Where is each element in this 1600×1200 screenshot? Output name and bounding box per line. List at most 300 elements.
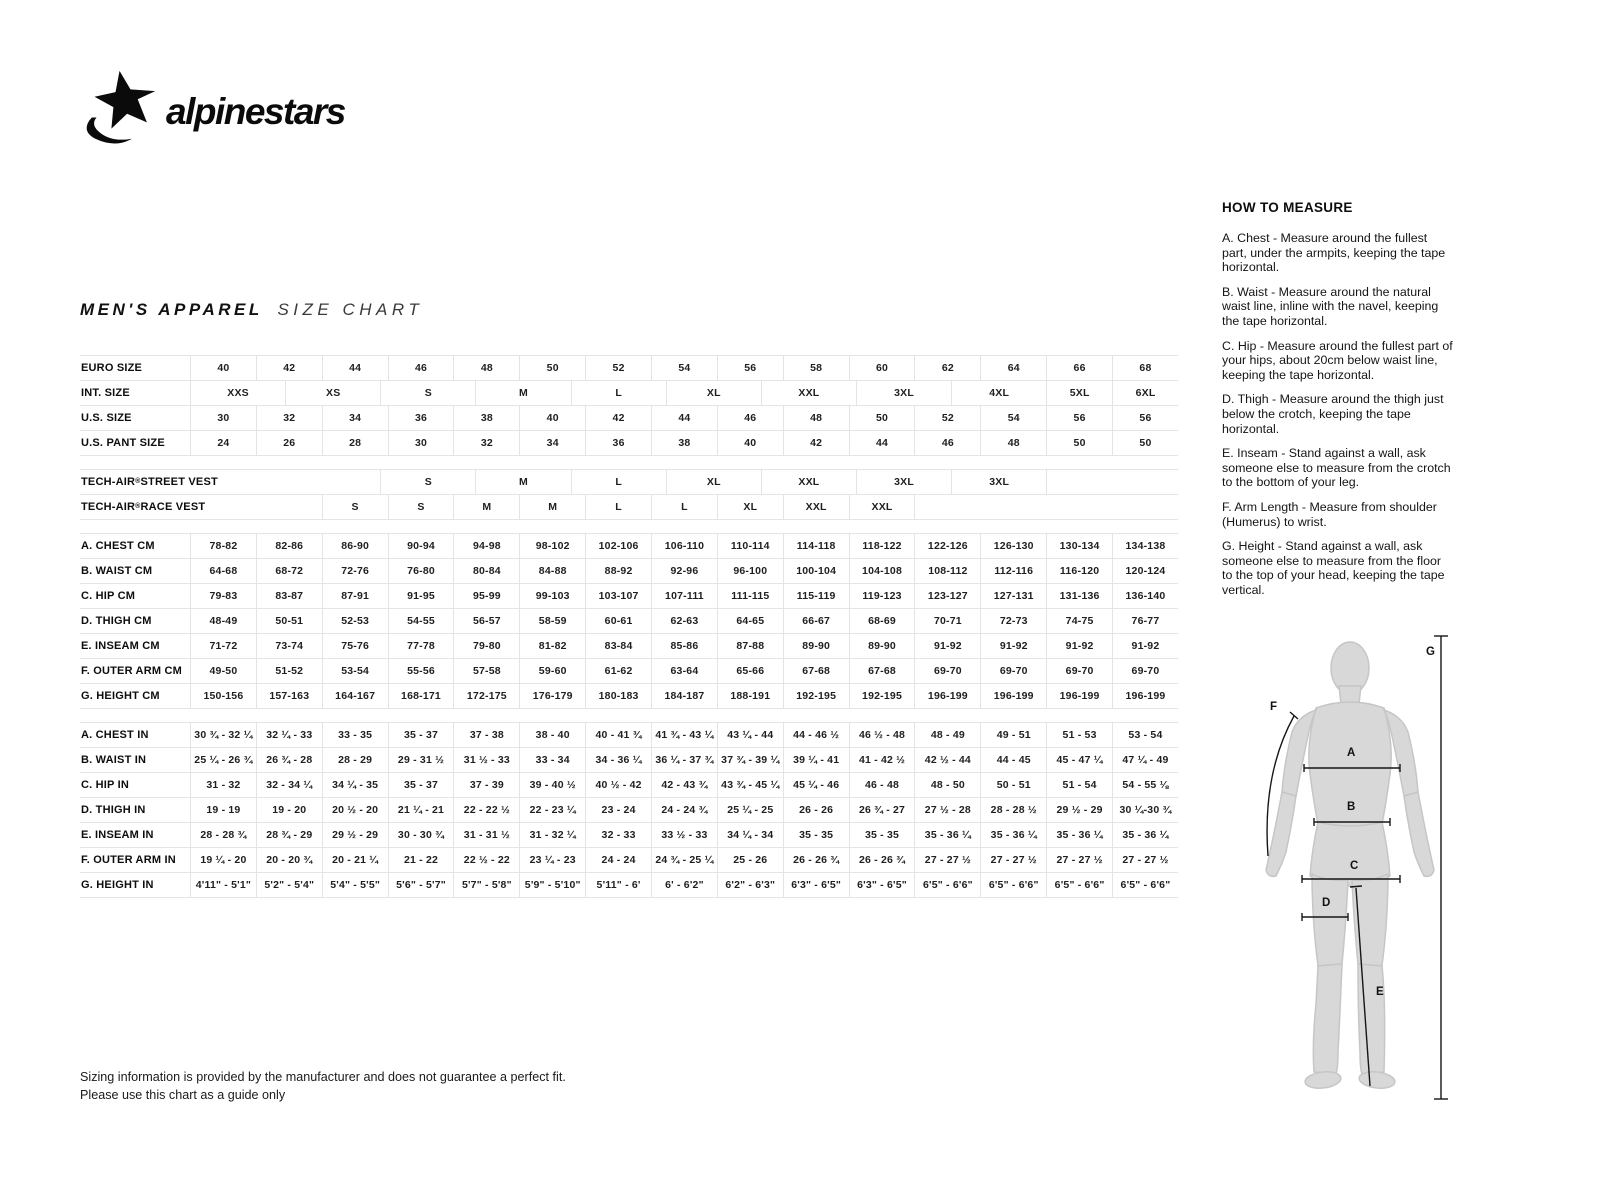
size-cell: 25 ¼ - 26 ¾ xyxy=(190,748,256,772)
size-cell: 40 xyxy=(519,406,585,430)
size-cell: 19 - 19 xyxy=(190,798,256,822)
size-cell: 5'2" - 5'4" xyxy=(256,873,322,897)
size-cell: 64-65 xyxy=(717,609,783,633)
size-cell: 29 - 31 ½ xyxy=(388,748,454,772)
size-cell: 120-124 xyxy=(1112,559,1178,583)
size-cell: 36 xyxy=(388,406,454,430)
size-cell: 76-77 xyxy=(1112,609,1178,633)
size-cell: 35 - 36 ¼ xyxy=(1112,823,1178,847)
size-cell: M xyxy=(475,381,570,405)
size-cell: 46 xyxy=(717,406,783,430)
table-block-tech_air xyxy=(80,469,1178,520)
size-cell: 52-53 xyxy=(322,609,388,633)
size-cell xyxy=(1046,470,1178,494)
row-label: EURO SIZE xyxy=(81,362,143,374)
size-cell: 102-106 xyxy=(585,534,651,558)
size-cell: 168-171 xyxy=(388,684,454,708)
size-cell: 47 ¼ - 49 xyxy=(1112,748,1178,772)
measure-item-arm: F. Arm Length - Measure from shoulder (Humerus) to wrist. xyxy=(1222,499,1437,529)
size-cell: 98-102 xyxy=(519,534,585,558)
size-cell: 79-83 xyxy=(190,584,256,608)
size-cell: 91-92 xyxy=(1112,634,1178,658)
size-cell: 54-55 xyxy=(388,609,454,633)
size-cell: 25 - 26 xyxy=(717,848,783,872)
measure-item-inseam: E. Inseam - Stand against a wall, ask someone else to measure from the crotch to the bottom of your leg. xyxy=(1222,446,1451,490)
size-cell: 54 xyxy=(651,356,717,380)
size-row xyxy=(80,722,1178,748)
size-cell: 48 - 49 xyxy=(914,723,980,747)
measure-item-waist: B. Waist - Measure around the natural waist line, inline with the navel, keeping the tape horizontal. xyxy=(1222,284,1439,328)
size-cell: 3XL xyxy=(951,470,1046,494)
size-cell: 56 xyxy=(1046,406,1112,430)
size-cell: 42 xyxy=(256,356,322,380)
size-cell: 86-90 xyxy=(322,534,388,558)
measure-item-hip: C. Hip - Measure around the fullest part of your hips, about 20cm below waist line, keeping the tape horizontal. xyxy=(1222,338,1453,382)
size-cell: 52 xyxy=(585,356,651,380)
size-row xyxy=(80,773,1178,798)
size-cell: 39 ¼ - 41 xyxy=(783,748,849,772)
size-cell: 54 xyxy=(980,406,1046,430)
size-cell: 35 - 37 xyxy=(388,773,454,797)
size-row xyxy=(80,798,1178,823)
size-cell: 24 ¾ - 25 ¼ xyxy=(651,848,717,872)
size-row xyxy=(80,559,1178,584)
size-cell: 20 - 21 ¼ xyxy=(322,848,388,872)
size-cell: 6'5" - 6'6" xyxy=(1112,873,1178,897)
table-block-sizes xyxy=(80,355,1178,456)
row-label: B. WAIST IN xyxy=(81,754,147,766)
size-cell: 3XL xyxy=(856,470,951,494)
size-cell: 6'3" - 6'5" xyxy=(849,873,915,897)
size-cell: 26 xyxy=(256,431,322,455)
size-row xyxy=(80,381,1178,406)
label-F: F xyxy=(1270,701,1278,713)
size-cell: 4'11" - 5'1" xyxy=(190,873,256,897)
size-cell: 172-175 xyxy=(453,684,519,708)
size-cell: 4XL xyxy=(951,381,1046,405)
row-label: A. CHEST CM xyxy=(81,540,155,552)
size-cell: L xyxy=(571,470,666,494)
size-cell: 5'4" - 5'5" xyxy=(322,873,388,897)
size-cell: 126-130 xyxy=(980,534,1046,558)
size-cell: 176-179 xyxy=(519,684,585,708)
size-row xyxy=(80,406,1178,431)
size-cell: 27 - 27 ½ xyxy=(914,848,980,872)
size-cell: 100-104 xyxy=(783,559,849,583)
size-cell: 5'11" - 6' xyxy=(585,873,651,897)
size-cell: 91-92 xyxy=(914,634,980,658)
size-cell: 26 ¾ - 28 xyxy=(256,748,322,772)
size-cell: 50 xyxy=(1112,431,1178,455)
height-measure-line xyxy=(1434,636,1448,1099)
size-cell: XXL xyxy=(761,381,856,405)
size-cell: 127-131 xyxy=(980,584,1046,608)
size-cell: 180-183 xyxy=(585,684,651,708)
size-cell: 112-116 xyxy=(980,559,1046,583)
size-cell: 122-126 xyxy=(914,534,980,558)
table-block-in xyxy=(80,722,1178,898)
size-cell: 21 - 22 xyxy=(388,848,454,872)
measure-item-chest: A. Chest - Measure around the fullest part, under the armpits, keeping the tape horizontal. xyxy=(1222,231,1446,275)
size-cell: 33 - 35 xyxy=(322,723,388,747)
size-cell: 21 ¼ - 21 xyxy=(388,798,454,822)
size-cell: XXS xyxy=(190,381,285,405)
size-cell: 66 xyxy=(1046,356,1112,380)
size-cell: 56 xyxy=(717,356,783,380)
size-cell: 89-90 xyxy=(783,634,849,658)
size-cell: 114-118 xyxy=(783,534,849,558)
row-label: B. WAIST CM xyxy=(81,565,153,577)
size-row xyxy=(80,431,1178,456)
size-cell: 91-92 xyxy=(1046,634,1112,658)
size-cell: 107-111 xyxy=(651,584,717,608)
size-cell: L xyxy=(651,495,717,519)
size-row xyxy=(80,355,1178,381)
size-cell: 90-94 xyxy=(388,534,454,558)
size-cell: 76-80 xyxy=(388,559,454,583)
size-cell: 34 ¼ - 35 xyxy=(322,773,388,797)
size-cell: 67-68 xyxy=(783,659,849,683)
size-cell: 24 - 24 ¾ xyxy=(651,798,717,822)
size-cell: 5'6" - 5'7" xyxy=(388,873,454,897)
size-cell: 30 xyxy=(190,406,256,430)
size-cell: 68 xyxy=(1112,356,1178,380)
size-cell: 192-195 xyxy=(783,684,849,708)
disclaimer xyxy=(80,1068,566,1104)
size-cell: 35 - 36 ¼ xyxy=(914,823,980,847)
size-cell: 82-86 xyxy=(256,534,322,558)
size-cell: 37 - 39 xyxy=(453,773,519,797)
size-cell: 60 xyxy=(849,356,915,380)
size-cell: 196-199 xyxy=(1046,684,1112,708)
size-cell: 28 xyxy=(322,431,388,455)
size-cell: 150-156 xyxy=(190,684,256,708)
row-label: G. HEIGHT IN xyxy=(81,879,154,891)
size-cell: 110-114 xyxy=(717,534,783,558)
row-label: U.S. PANT SIZE xyxy=(81,437,165,449)
row-label: G. HEIGHT CM xyxy=(81,690,160,702)
size-cell: 45 - 47 ¼ xyxy=(1046,748,1112,772)
size-cell: 20 - 20 ¾ xyxy=(256,848,322,872)
size-cell: 6'3" - 6'5" xyxy=(783,873,849,897)
size-cell: 64-68 xyxy=(190,559,256,583)
size-cell: XXL xyxy=(783,495,849,519)
size-cell: 27 - 27 ½ xyxy=(980,848,1046,872)
size-cell: 5'7" - 5'8" xyxy=(453,873,519,897)
size-row xyxy=(80,609,1178,634)
size-cell: 81-82 xyxy=(519,634,585,658)
size-cell: 61-62 xyxy=(585,659,651,683)
size-cell: 40 xyxy=(717,431,783,455)
size-cell: 31 - 32 xyxy=(190,773,256,797)
size-cell: 55-56 xyxy=(388,659,454,683)
size-cell: 32 - 34 ¼ xyxy=(256,773,322,797)
table-block-cm xyxy=(80,533,1178,709)
size-cell: 34 xyxy=(519,431,585,455)
size-cell: 64 xyxy=(980,356,1046,380)
size-row xyxy=(80,495,1178,520)
size-cell: S xyxy=(322,495,388,519)
size-cell: 54 - 55 ⅛ xyxy=(1112,773,1178,797)
size-cell: 91-95 xyxy=(388,584,454,608)
size-cell: 38 - 40 xyxy=(519,723,585,747)
size-cell: 52 xyxy=(914,406,980,430)
size-cell: 119-123 xyxy=(849,584,915,608)
size-cell: 34 ¼ - 34 xyxy=(717,823,783,847)
size-cell: 53-54 xyxy=(322,659,388,683)
size-cell: 32 ¼ - 33 xyxy=(256,723,322,747)
size-cell: 48 xyxy=(453,356,519,380)
size-cell: S xyxy=(380,381,475,405)
size-cell: 46 xyxy=(914,431,980,455)
size-cell: 106-110 xyxy=(651,534,717,558)
size-cell: 44 xyxy=(651,406,717,430)
row-label: D. THIGH IN xyxy=(81,804,146,816)
label-A: A xyxy=(1347,747,1356,759)
size-row xyxy=(80,533,1178,559)
size-cell: 22 - 23 ¼ xyxy=(519,798,585,822)
size-cell: 30 ¼-30 ¾ xyxy=(1112,798,1178,822)
row-label: D. THIGH CM xyxy=(81,615,152,627)
size-cell: 28 - 28 ¾ xyxy=(190,823,256,847)
size-cell: 111-115 xyxy=(717,584,783,608)
size-cell: 31 - 31 ½ xyxy=(453,823,519,847)
row-label: TECH-AIR ® STREET VEST xyxy=(81,476,218,488)
size-cell: 42 xyxy=(783,431,849,455)
size-cell: 50 - 51 xyxy=(980,773,1046,797)
size-cell: 6'5" - 6'6" xyxy=(980,873,1046,897)
size-cell: 26 - 26 xyxy=(783,798,849,822)
size-cell: 3XL xyxy=(856,381,951,405)
size-cell: 104-108 xyxy=(849,559,915,583)
size-cell: 88-92 xyxy=(585,559,651,583)
row-label: F. OUTER ARM CM xyxy=(81,665,182,677)
label-C: C xyxy=(1350,860,1359,872)
size-cell: 48 xyxy=(980,431,1046,455)
size-cell: 48 - 50 xyxy=(914,773,980,797)
size-cell: 27 - 27 ½ xyxy=(1112,848,1178,872)
size-cell: 68-69 xyxy=(849,609,915,633)
size-cell: 69-70 xyxy=(914,659,980,683)
alpinestars-wordmark: alpinestars xyxy=(166,91,345,132)
size-cell: S xyxy=(380,470,475,494)
size-row xyxy=(80,659,1178,684)
row-label: C. HIP IN xyxy=(81,779,130,791)
size-cell: 53 - 54 xyxy=(1112,723,1178,747)
size-cell: 92-96 xyxy=(651,559,717,583)
size-cell: 56-57 xyxy=(453,609,519,633)
size-cell: 136-140 xyxy=(1112,584,1178,608)
alpinestars-star-icon xyxy=(87,71,155,144)
size-cell: 99-103 xyxy=(519,584,585,608)
size-cell: 69-70 xyxy=(1112,659,1178,683)
size-cell: 35 - 35 xyxy=(849,823,915,847)
size-cell: M xyxy=(475,470,570,494)
how-to-measure-title: HOW TO MEASURE xyxy=(1222,200,1353,215)
size-cell: 36 ¼ - 37 ¾ xyxy=(651,748,717,772)
how-to-measure-panel xyxy=(1222,200,1454,607)
size-cell: 32 - 33 xyxy=(585,823,651,847)
size-cell: 6XL xyxy=(1112,381,1178,405)
label-B: B xyxy=(1347,801,1356,813)
size-cell: 60-61 xyxy=(585,609,651,633)
size-cell: 196-199 xyxy=(914,684,980,708)
page-title xyxy=(80,300,423,320)
size-cell: 41 - 42 ½ xyxy=(849,748,915,772)
size-cell: 56 xyxy=(1112,406,1178,430)
size-cell: 72-73 xyxy=(980,609,1046,633)
label-G: G xyxy=(1426,646,1435,658)
size-cell: 22 ½ - 22 xyxy=(453,848,519,872)
alpinestars-logo xyxy=(78,62,368,155)
size-row xyxy=(80,823,1178,848)
size-cell: 58-59 xyxy=(519,609,585,633)
size-cell: 62 xyxy=(914,356,980,380)
row-label: E. INSEAM CM xyxy=(81,640,160,652)
size-cell: 115-119 xyxy=(783,584,849,608)
size-cell: 103-107 xyxy=(585,584,651,608)
size-cell: XXL xyxy=(849,495,915,519)
size-cell: 44 - 45 xyxy=(980,748,1046,772)
size-cell: 48 xyxy=(783,406,849,430)
size-cell: 22 - 22 ½ xyxy=(453,798,519,822)
label-D: D xyxy=(1322,897,1331,909)
measure-item-thigh: D. Thigh - Measure around the thigh just below the crotch, keeping the tape horizontal. xyxy=(1222,392,1444,436)
size-row xyxy=(80,584,1178,609)
size-cell: 78-82 xyxy=(190,534,256,558)
size-cell: 131-136 xyxy=(1046,584,1112,608)
size-cell: 43 ¾ - 45 ¼ xyxy=(717,773,783,797)
size-cell: 85-86 xyxy=(651,634,717,658)
size-cell: XL xyxy=(666,470,761,494)
size-cell: 84-88 xyxy=(519,559,585,583)
size-cell: 27 - 27 ½ xyxy=(1046,848,1112,872)
size-cell: 72-76 xyxy=(322,559,388,583)
size-cell: 38 xyxy=(651,431,717,455)
size-cell: 51-52 xyxy=(256,659,322,683)
size-cell: 6'2" - 6'3" xyxy=(717,873,783,897)
size-cell: 59-60 xyxy=(519,659,585,683)
size-cell: 51 - 54 xyxy=(1046,773,1112,797)
size-cell: 39 - 40 ½ xyxy=(519,773,585,797)
size-cell: 6'5" - 6'6" xyxy=(1046,873,1112,897)
size-cell: 37 ¾ - 39 ¼ xyxy=(717,748,783,772)
size-cell: M xyxy=(453,495,519,519)
size-cell: 28 - 29 xyxy=(322,748,388,772)
size-cell: 50 xyxy=(849,406,915,430)
measurement-figure xyxy=(1238,624,1458,1111)
size-cell: 40 xyxy=(190,356,256,380)
size-cell: 196-199 xyxy=(980,684,1046,708)
size-cell: 29 ½ - 29 xyxy=(322,823,388,847)
size-cell: 35 - 36 ¼ xyxy=(980,823,1046,847)
size-cell: 5'9" - 5'10" xyxy=(519,873,585,897)
size-cell: 34 xyxy=(322,406,388,430)
size-cell: 80-84 xyxy=(453,559,519,583)
size-row xyxy=(80,684,1178,709)
size-row xyxy=(80,634,1178,659)
size-cell: 24 xyxy=(190,431,256,455)
size-cell: 68-72 xyxy=(256,559,322,583)
size-cell: 44 xyxy=(322,356,388,380)
size-cell: 46 - 48 xyxy=(849,773,915,797)
size-cell: 30 ¾ - 32 ¼ xyxy=(190,723,256,747)
size-cell: 40 - 41 ¾ xyxy=(585,723,651,747)
size-cell: 50-51 xyxy=(256,609,322,633)
row-label: E. INSEAM IN xyxy=(81,829,154,841)
size-cell: 87-91 xyxy=(322,584,388,608)
size-cell: 44 xyxy=(849,431,915,455)
size-cell: XL xyxy=(666,381,761,405)
page-title-main: MEN'S APPAREL xyxy=(80,300,263,319)
size-cell: 23 - 24 xyxy=(585,798,651,822)
size-cell: 23 ¼ - 23 xyxy=(519,848,585,872)
size-cell: 26 - 26 ¾ xyxy=(849,848,915,872)
size-cell: M xyxy=(519,495,585,519)
size-cell: 73-74 xyxy=(256,634,322,658)
size-cell: XS xyxy=(285,381,380,405)
size-cell: 65-66 xyxy=(717,659,783,683)
size-cell: 34 - 36 ¼ xyxy=(585,748,651,772)
size-cell: 24 - 24 xyxy=(585,848,651,872)
size-cell: 33 - 34 xyxy=(519,748,585,772)
size-row xyxy=(80,873,1178,898)
size-cell: 95-99 xyxy=(453,584,519,608)
size-cell: 89-90 xyxy=(849,634,915,658)
size-cell: L xyxy=(585,495,651,519)
size-cell: 32 xyxy=(256,406,322,430)
size-cell: S xyxy=(388,495,454,519)
size-cell: 77-78 xyxy=(388,634,454,658)
size-cell: 164-167 xyxy=(322,684,388,708)
size-cell: 45 ¼ - 46 xyxy=(783,773,849,797)
size-row xyxy=(80,469,1178,495)
size-cell: 6' - 6'2" xyxy=(651,873,717,897)
size-cell: 38 xyxy=(453,406,519,430)
size-cell: 130-134 xyxy=(1046,534,1112,558)
size-cell: 27 ½ - 28 xyxy=(914,798,980,822)
size-cell: 123-127 xyxy=(914,584,980,608)
disclaimer-line-2: Please use this chart as a guide only xyxy=(80,1088,286,1102)
size-cell: 134-138 xyxy=(1112,534,1178,558)
size-cell: 37 - 38 xyxy=(453,723,519,747)
size-cell: 75-76 xyxy=(322,634,388,658)
size-cell: 192-195 xyxy=(849,684,915,708)
size-cell: 41 ¾ - 43 ¼ xyxy=(651,723,717,747)
size-row xyxy=(80,748,1178,773)
size-cell: 44 - 46 ½ xyxy=(783,723,849,747)
measure-item-height: G. Height - Stand against a wall, ask someone else to measure from the floor to the top of your head, keeping the tape vertical. xyxy=(1222,539,1445,597)
size-cell: 6'5" - 6'6" xyxy=(914,873,980,897)
size-cell: 35 - 37 xyxy=(388,723,454,747)
row-label: U.S. SIZE xyxy=(81,412,132,424)
label-E: E xyxy=(1376,986,1384,998)
size-cell: 35 - 35 xyxy=(783,823,849,847)
row-label: TECH-AIR ® RACE VEST xyxy=(81,501,206,513)
size-cell: L xyxy=(571,381,666,405)
size-cell: 57-58 xyxy=(453,659,519,683)
size-cell: 49 - 51 xyxy=(980,723,1046,747)
size-cell: 42 ½ - 44 xyxy=(914,748,980,772)
size-cell: 108-112 xyxy=(914,559,980,583)
size-cell: 29 ½ - 29 xyxy=(1046,798,1112,822)
size-cell: 67-68 xyxy=(849,659,915,683)
size-table xyxy=(80,355,1178,898)
size-cell: 31 ½ - 33 xyxy=(453,748,519,772)
size-cell: 5XL xyxy=(1046,381,1112,405)
row-label: C. HIP CM xyxy=(81,590,136,602)
size-cell: XXL xyxy=(761,470,856,494)
